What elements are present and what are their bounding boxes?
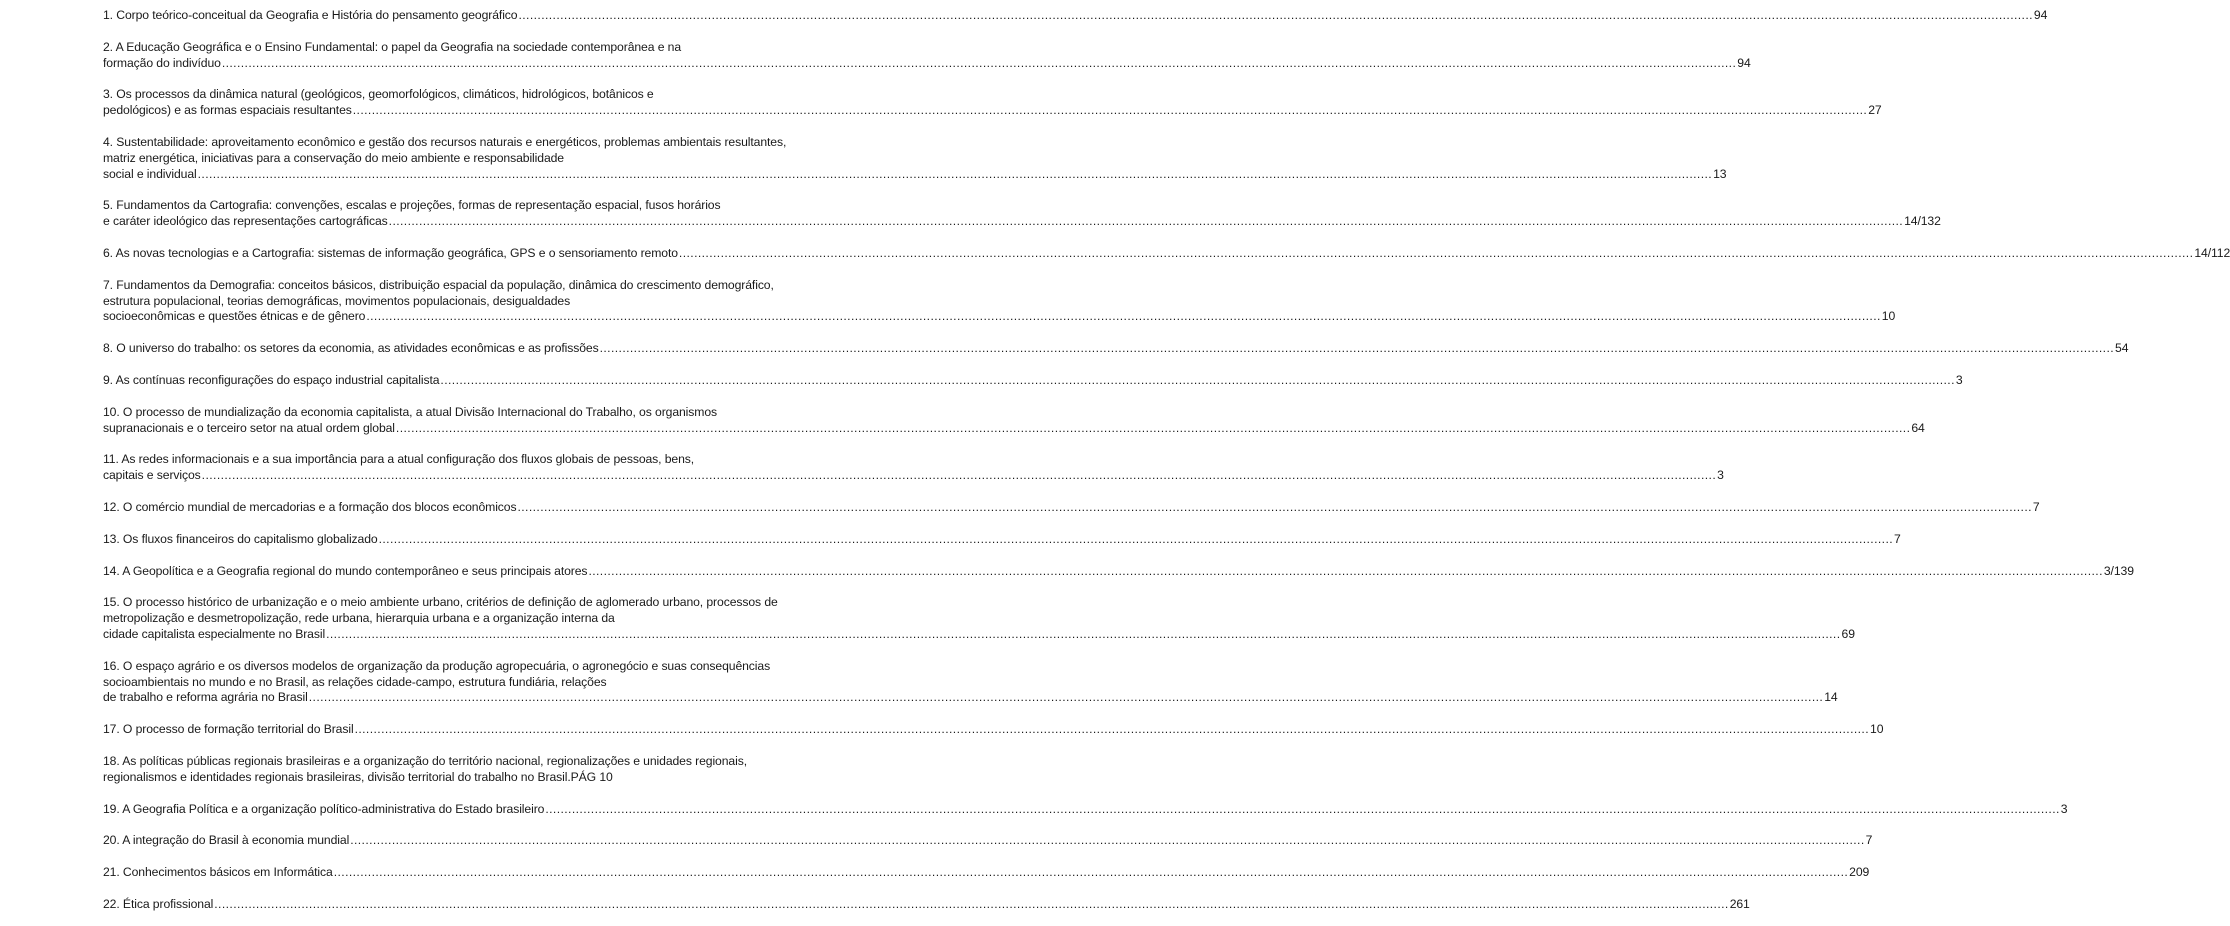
toc-entry-5 [103, 198, 1941, 230]
toc-page-number: 54 [2115, 341, 2129, 356]
toc-entry-22 [103, 896, 1750, 913]
toc-entry-title: 20. A integração do Brasil à economia mundial [103, 833, 350, 848]
toc-page-number: 27 [1868, 103, 1882, 118]
dot-leader [214, 897, 1728, 913]
toc-entry-title: 19. A Geografia Política e a organização político-administrativa do Estado brasileiro [103, 801, 545, 816]
toc-page-number: 94 [1737, 55, 1751, 70]
toc-entry-title: de trabalho e reforma agrária no Brasil [103, 690, 308, 705]
toc-entry-title: social e individual [103, 166, 197, 181]
table-of-contents [103, 8, 2230, 913]
toc-entry-line [103, 865, 1870, 881]
toc-page-number: 3 [2060, 801, 2068, 816]
dot-leader [517, 500, 2031, 516]
toc-entry-title: 13. Os fluxos financeiros do capitalismo globalizado [103, 531, 378, 546]
toc-page-number: 10 [1870, 722, 1884, 737]
toc-entry-8 [103, 341, 2129, 357]
toc-entry-head: 2. A Educação Geográfica e o Ensino Fundamental: o papel da Geografia na sociedade contemporânea e na [103, 39, 682, 54]
toc-entry-title: pedológicos) e as formas espaciais resultantes [103, 103, 352, 118]
toc-entry-head: 5. Fundamentos da Cartografia: convenções, escalas e projeções, formas de representação espacial, fusos horários [103, 198, 721, 213]
toc-page-number: 14/112 [2194, 245, 2230, 260]
dot-leader [518, 8, 2032, 24]
toc-page-number: 10 [1881, 309, 1896, 324]
toc-entry-12 [103, 499, 2040, 516]
toc-entry-title: socioeconômicas e questões étnicas e de gênero [103, 309, 366, 324]
toc-page-number: 3 [1955, 372, 1963, 387]
toc-entry-line [103, 8, 2048, 24]
toc-entry-13 [103, 531, 1901, 548]
toc-entry-title: 17. O processo de formação territorial do Brasil [103, 722, 354, 737]
toc-entry-head: 3. Os processos da dinâmica natural (geológicos, geomorfológicos, climáticos, hidrológicos, botânicos e [103, 87, 654, 102]
toc-entry-16 [103, 658, 1838, 706]
toc-entry-line [103, 166, 1727, 183]
toc-entry-title: supranacionais e o terceiro setor na atual ordem global [103, 420, 395, 435]
toc-entry-line [103, 55, 1751, 72]
toc-page-number: 13 [1713, 166, 1727, 181]
dot-leader [379, 532, 1893, 548]
toc-page-number: 209 [1849, 865, 1870, 880]
toc-entry-21 [103, 865, 1870, 881]
toc-page-number: 14/132 [1904, 214, 1941, 229]
toc-page-number: 94 [2033, 8, 2048, 22]
toc-entry-line [103, 626, 1855, 643]
dot-leader [389, 214, 1903, 230]
toc-entry-title: 22. Ética profissional [103, 896, 214, 911]
toc-entry-11 [103, 452, 1724, 484]
toc-entry-19 [103, 801, 2068, 818]
toc-entry-18 [103, 754, 815, 786]
toc-entry-title: 12. O comércio mundial de mercadorias e a formação dos blocos econômicos [103, 499, 517, 514]
toc-page-number: 3/139 [2103, 563, 2134, 578]
toc-entry-head: 10. O processo de mundialização da economia capitalista, a atual Divisão Internacional do Trabalho, os organismos [103, 404, 718, 419]
dot-leader [222, 56, 1736, 72]
toc-entry-line [103, 563, 2134, 580]
dot-leader [440, 373, 1954, 389]
toc-page-number: 7 [1894, 531, 1901, 546]
dot-leader [350, 833, 1864, 849]
toc-entry-20 [103, 833, 1873, 849]
toc-page-number: 3 [1717, 468, 1724, 483]
toc-entry-7 [103, 277, 1896, 325]
toc-entry-title: capitais e serviços [103, 468, 201, 483]
toc-entry-head: 18. As políticas públicas regionais brasileiras e a organização do território nacional, regionalizações e unidades regionais, regionalismos e identidades regionais brasileiras, divisão territorial do trabalho no Brasil.PÁG 10 [103, 753, 747, 784]
toc-entry-9 [103, 372, 1963, 389]
toc-entry-line [103, 103, 1882, 119]
toc-entry-line [103, 372, 1963, 389]
toc-entry-line [103, 801, 2068, 818]
dot-leader [355, 722, 1869, 738]
dot-leader [326, 627, 1840, 643]
toc-entry-head: 4. Sustentabilidade: aproveitamento econômico e gestão dos recursos naturais e energéticos, problemas ambientais resultantes, matriz energética, iniciativas para a conservação do meio ambiente e responsabilidade [103, 134, 787, 165]
toc-entry-line [103, 341, 2129, 357]
dot-leader [198, 167, 1712, 183]
toc-entry-head: 7. Fundamentos da Demografia: conceitos básicos, distribuição espacial da população, dinâmica do crescimento demográfico, estrutura populacional, teorias demográficas, movimentos populacionais, desigualdades [103, 277, 774, 308]
toc-entry-line [103, 245, 2230, 262]
toc-entry-3 [103, 87, 1882, 119]
toc-page-number: 7 [1865, 833, 1873, 848]
toc-entry-line [103, 690, 1838, 706]
dot-leader [396, 421, 1910, 437]
toc-page-number: 69 [1841, 626, 1855, 641]
toc-page-number: 261 [1729, 896, 1750, 911]
toc-entry-title: 6. As novas tecnologias e a Cartografia: sistemas de informação geográfica, GPS e o sensoriamento remoto [103, 245, 678, 260]
dot-leader [679, 246, 2193, 262]
toc-entry-10 [103, 404, 1925, 437]
dot-leader [545, 802, 2059, 818]
dot-leader [588, 564, 2102, 580]
toc-entry-4 [103, 134, 1727, 182]
toc-entry-line [103, 420, 1925, 437]
toc-entry-title: 1. Corpo teórico-conceitual da Geografia e História do pensamento geográfico [103, 8, 518, 22]
toc-entry-line [103, 499, 2040, 516]
dot-leader [309, 690, 1823, 706]
toc-entry-line [103, 722, 1884, 738]
toc-entry-14 [103, 563, 2134, 580]
toc-entry-head: 15. O processo histórico de urbanização e o meio ambiente urbano, critérios de definição de aglomerado urbano, processos de metropolização e desmetropolização, rede urbana, hierarquia urbana e a organização interna da [103, 595, 778, 626]
dot-leader [334, 865, 1848, 881]
dot-leader [600, 341, 2114, 357]
toc-entry-6 [103, 245, 2230, 262]
toc-entry-1 [103, 8, 2048, 24]
toc-entry-line [103, 896, 1750, 913]
toc-page-number: 14 [1824, 690, 1838, 705]
toc-entry-2 [103, 39, 1751, 72]
toc-entry-head: 16. O espaço agrário e os diversos modelos de organização da produção agropecuária, o agronegócio e suas consequências socioambientais no mundo e no Brasil, as relações cidade-campo, estrutura fundiária, relações [103, 658, 771, 689]
toc-entry-title: formação do indivíduo [103, 55, 221, 70]
dot-leader [353, 103, 1867, 119]
toc-entry-title: 9. As contínuas reconfigurações do espaço industrial capitalista [103, 372, 440, 387]
toc-entry-title: cidade capitalista especialmente no Brasil [103, 626, 326, 641]
toc-entry-line [103, 531, 1901, 548]
toc-entry-title: 14. A Geopolítica e a Geografia regional do mundo contemporâneo e seus principais atores [103, 563, 588, 578]
toc-entry-line [103, 214, 1941, 230]
dot-leader [202, 468, 1716, 484]
toc-entry-head: 11. As redes informacionais e a sua importância para a atual configuração dos fluxos globais de pessoas, bens, [103, 452, 695, 467]
toc-page-number: 64 [1911, 420, 1925, 435]
toc-entry-17 [103, 722, 1884, 738]
dot-leader [366, 309, 1880, 325]
toc-entry-15 [103, 595, 1855, 642]
toc-entry-title: 21. Conhecimentos básicos em Informática [103, 865, 333, 880]
toc-entry-line [103, 309, 1896, 325]
toc-entry-title: 8. O universo do trabalho: os setores da economia, as atividades econômicas e as profissões [103, 341, 599, 356]
toc-entry-title: e caráter ideológico das representações cartográficas [103, 214, 388, 229]
toc-entry-line [103, 833, 1873, 849]
toc-page-number: 7 [2032, 499, 2040, 514]
toc-entry-line [103, 468, 1724, 484]
